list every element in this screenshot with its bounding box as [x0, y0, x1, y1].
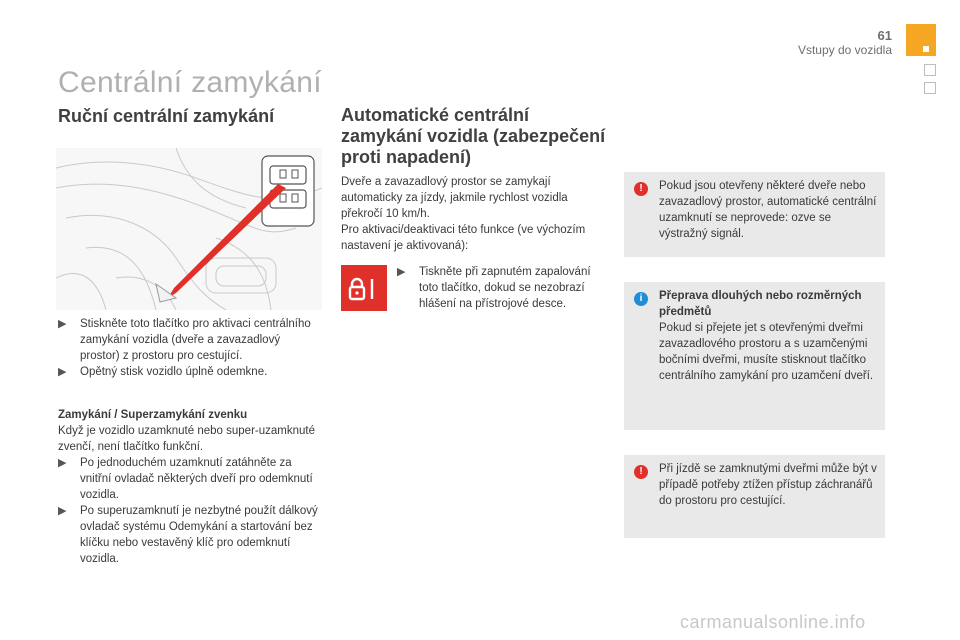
- lock-icon: [341, 265, 387, 311]
- info-icon: i: [634, 292, 648, 306]
- page-title: Centrální zamykání: [58, 66, 322, 99]
- warning-hint-box: [624, 455, 885, 538]
- auto-text: [341, 174, 607, 254]
- auto-paragraph: Dveře a zavazadlový prostor se zamykají automaticky za jízdy, jakmile rychlost vozidla překročí 10 km/h.: [341, 176, 568, 220]
- list-item: ▶ Stiskněte toto tlačítko pro aktivaci centrálního zamykání vozidla (dveře a zavazadlový prostor) z prostoru pro cestující.: [58, 318, 311, 362]
- warning-icon: !: [634, 465, 648, 479]
- hint-title: Přeprava dlouhých nebo rozměrných předmětů: [659, 290, 862, 318]
- hint-text: Pokud si přejete jet s otevřenými dveřmi zavazadlového prostoru a s uzamčenými bočními dveřmi, musíte stisknout tlačítko centrálního zamykání pro uzamčení dveří.: [659, 322, 874, 382]
- manual-bullets: [58, 316, 320, 380]
- auto-bullet: [397, 264, 607, 312]
- info-hint-box: [624, 282, 885, 430]
- lock-button-image: [341, 265, 387, 311]
- chapter-box-icon: [924, 82, 936, 94]
- list-item: ▶ Opětný stisk vozidlo úplně odemkne.: [58, 366, 268, 378]
- tab-marker-icon: [923, 46, 929, 52]
- console-illustration: [56, 148, 322, 310]
- bullet-arrow-icon: ▶: [58, 505, 67, 517]
- bullet-arrow-icon: ▶: [397, 266, 406, 278]
- outside-heading: Zamykání / Superzamykání zvenku: [58, 409, 248, 421]
- hint-text: Při jízdě se zamknutými dveřmi může být v případě potřeby ztížen přístup záchranářů do prostoru pro cestující.: [659, 463, 877, 507]
- warning-hint-box: [624, 172, 885, 257]
- hint-text: Pokud jsou otevřeny některé dveře nebo zavazadlový prostor, automatické centrální uzamknutí se neprovede: ozve se výstražný signál.: [659, 180, 877, 240]
- chapter-tab: [906, 24, 936, 56]
- section-title: Vstupy do vozidla: [797, 43, 892, 57]
- page-number: 61: [877, 28, 892, 43]
- list-item: ▶ Tiskněte při zapnutém zapalování toto tlačítko, dokud se nezobrazí hlášení na přístrojové desce.: [397, 266, 591, 310]
- auto-heading: Automatické centrální zamykání vozidla (zabezpečení proti napadení): [341, 105, 606, 167]
- chapter-box-icon: [924, 64, 936, 76]
- car-console-icon: [56, 148, 322, 310]
- outside-text: Když je vozidlo uzamknuté nebo super-uzamknuté zvenčí, není tlačítko funkční.: [58, 425, 315, 453]
- bullet-arrow-icon: ▶: [58, 366, 67, 378]
- outside-section: [58, 407, 320, 567]
- list-item: ▶ Po jednoduchém uzamknutí zatáhněte za vnitřní ovladač některých dveří pro odemknutí vozidla.: [58, 457, 313, 501]
- bullet-arrow-icon: ▶: [58, 318, 67, 330]
- watermark: carmanualsonline.info: [680, 612, 866, 632]
- manual-heading: Ruční centrální zamykání: [58, 106, 275, 126]
- warning-icon: !: [634, 182, 648, 196]
- auto-paragraph: Pro aktivaci/deaktivaci této funkce (ve výchozím nastavení je aktivovaná):: [341, 224, 586, 252]
- list-item: ▶ Po superuzamknutí je nezbytné použít dálkový ovladač systému Odemykání a startování bez klíčku nebo vestavěný klíč pro odemknutí vozidla.: [58, 505, 318, 565]
- bullet-arrow-icon: ▶: [58, 457, 67, 469]
